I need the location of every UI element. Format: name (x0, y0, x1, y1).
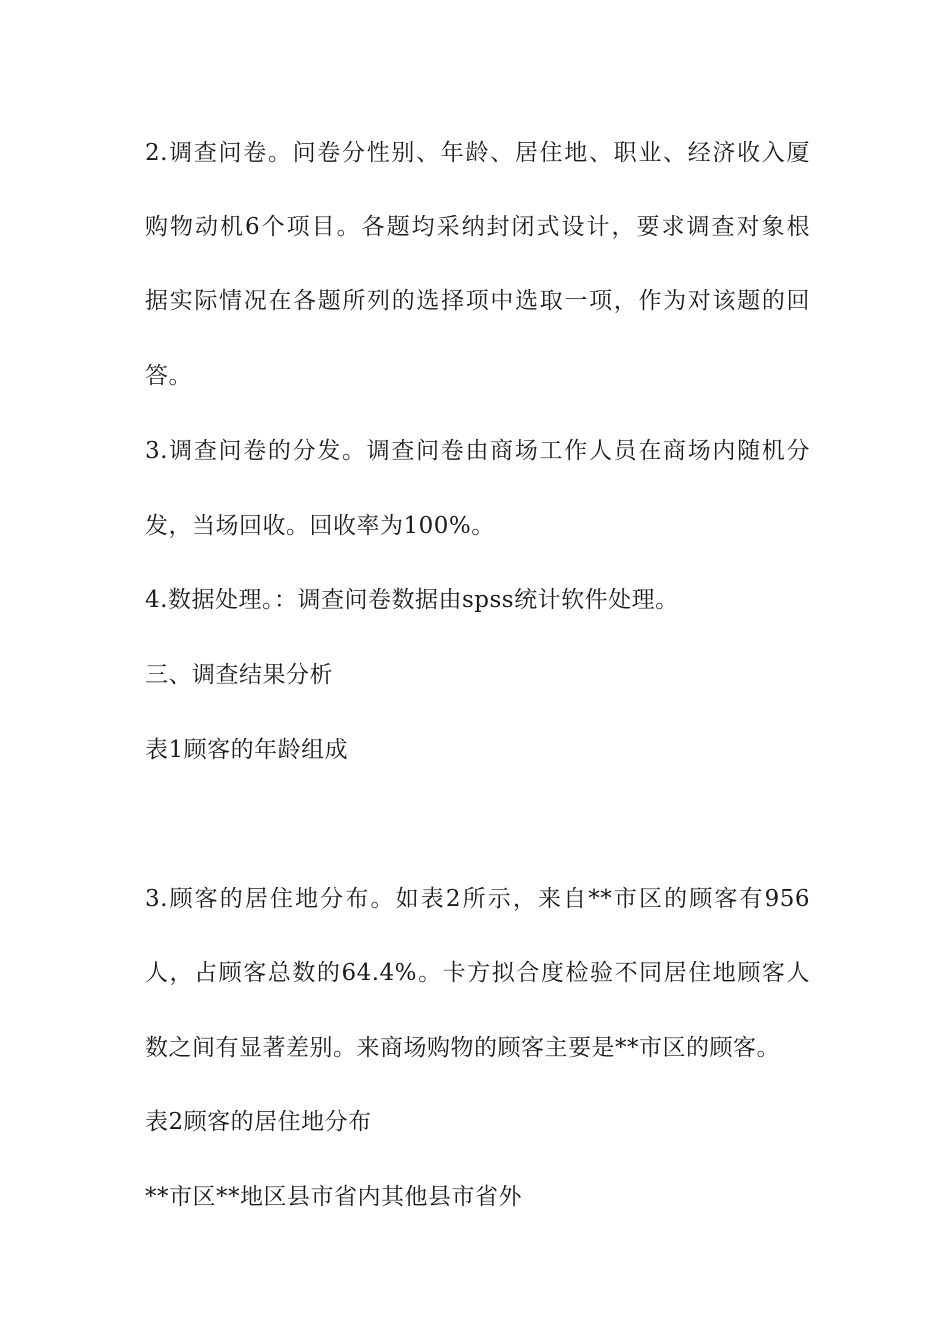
section-heading: 三、调查结果分析 (145, 662, 333, 688)
paragraph-questionnaire-line-2: 购物动机6个项目。各题均采纳封闭式设计，要求调查对象根 (145, 214, 810, 240)
paragraph-processing-line-1: 4.数据处理。：调查问卷数据由spss统计软件处理。 (145, 587, 679, 613)
paragraph-distribution-line-2: 发，当场回收。回收率为100%。 (145, 513, 495, 539)
paragraph-questionnaire-line-1: 2.调查问卷。问卷分性别、年龄、居住地、职业、经济收入厦 (145, 140, 810, 166)
paragraph-questionnaire-line-4: 答。 (145, 363, 192, 389)
table2-caption: 表2顾客的居住地分布 (145, 1109, 372, 1135)
paragraph-questionnaire-line-3: 据实际情况在各题所列的选择项中选取一项，作为对该题的回 (145, 288, 810, 314)
table1-caption: 表1顾客的年龄组成 (145, 737, 349, 763)
table2-header: **市区**地区县市省内其他县市省外 (145, 1184, 522, 1210)
paragraph-residence-line-2: 人，占顾客总数的64.4%。卡方拟合度检验不同居住地顾客人 (145, 960, 810, 986)
paragraph-residence-line-3: 数之间有显著差别。来商场购物的顾客主要是**市区的顾客。 (145, 1035, 780, 1061)
paragraph-residence-line-1: 3.顾客的居住地分布。如表2所示，来自**市区的顾客有956 (145, 886, 810, 912)
paragraph-distribution-line-1: 3.调查问卷的分发。调查问卷由商场工作人员在商场内随机分 (145, 438, 810, 464)
